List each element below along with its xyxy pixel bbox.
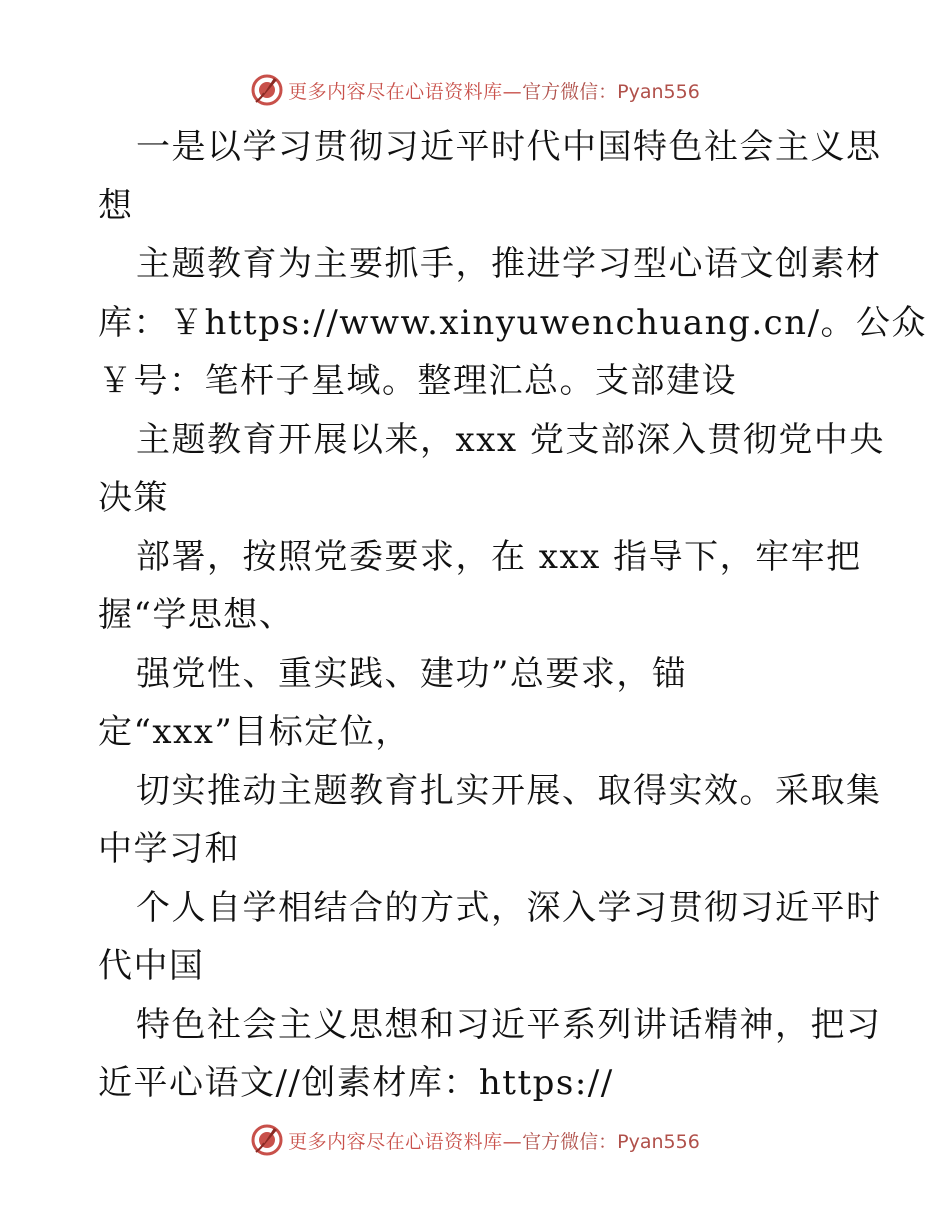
body-line: 特色社会主义思想和习近平系列讲话精神，把习 xyxy=(136,1004,882,1045)
body-line: 库：￥https://www.xinyuwenchuang.cn/。公众 xyxy=(98,302,928,343)
body-line: 切实推动主题教育扎实开展、取得实效。采取集 xyxy=(136,770,882,811)
body-line: 主题教育开展以来，xxx 党支部深入贯彻党中央 xyxy=(136,419,885,460)
body-line: 握“学思想、 xyxy=(98,595,295,635)
body-line: 定“xxx”目标定位， xyxy=(98,712,411,752)
body-line: 近平心语文//创素材库：https:// xyxy=(98,1063,614,1103)
watermark-text: 更多内容尽在心语资料库— xyxy=(288,80,523,103)
document-body xyxy=(98,118,928,1113)
body-line: 部署，按照党委要求，在 xxx 指导下，牢牢把 xyxy=(136,536,862,577)
watermark-text: 更多内容尽在心语资料库— xyxy=(288,1130,523,1153)
body-line: 主题教育为主要抓手，推进学习型心语文创素材 xyxy=(136,244,882,284)
quill-logo-icon xyxy=(250,1123,284,1157)
body-line: 个人自学相结合的方式，深入学习贯彻习近平时 xyxy=(136,887,882,928)
body-line: 代中国 xyxy=(98,946,205,986)
body-line: 强党性、重实践、建功”总要求，锚 xyxy=(136,653,688,694)
quill-logo-icon xyxy=(250,73,284,107)
body-line: ￥号：笔杆子星域。整理汇总。支部建设 xyxy=(98,361,737,401)
body-line: 决策 xyxy=(98,478,169,518)
body-line: 一是以学习贯彻习近平时代中国特色社会主义思 xyxy=(136,127,882,167)
footer-watermark xyxy=(0,1120,950,1160)
watermark-wechat: 官方微信：Pyan556 xyxy=(522,1130,700,1153)
header-watermark xyxy=(0,70,950,110)
body-line: 想 xyxy=(98,185,134,226)
body-line: 中学习和 xyxy=(98,829,240,869)
watermark-wechat: 官方微信：Pyan556 xyxy=(522,80,700,103)
